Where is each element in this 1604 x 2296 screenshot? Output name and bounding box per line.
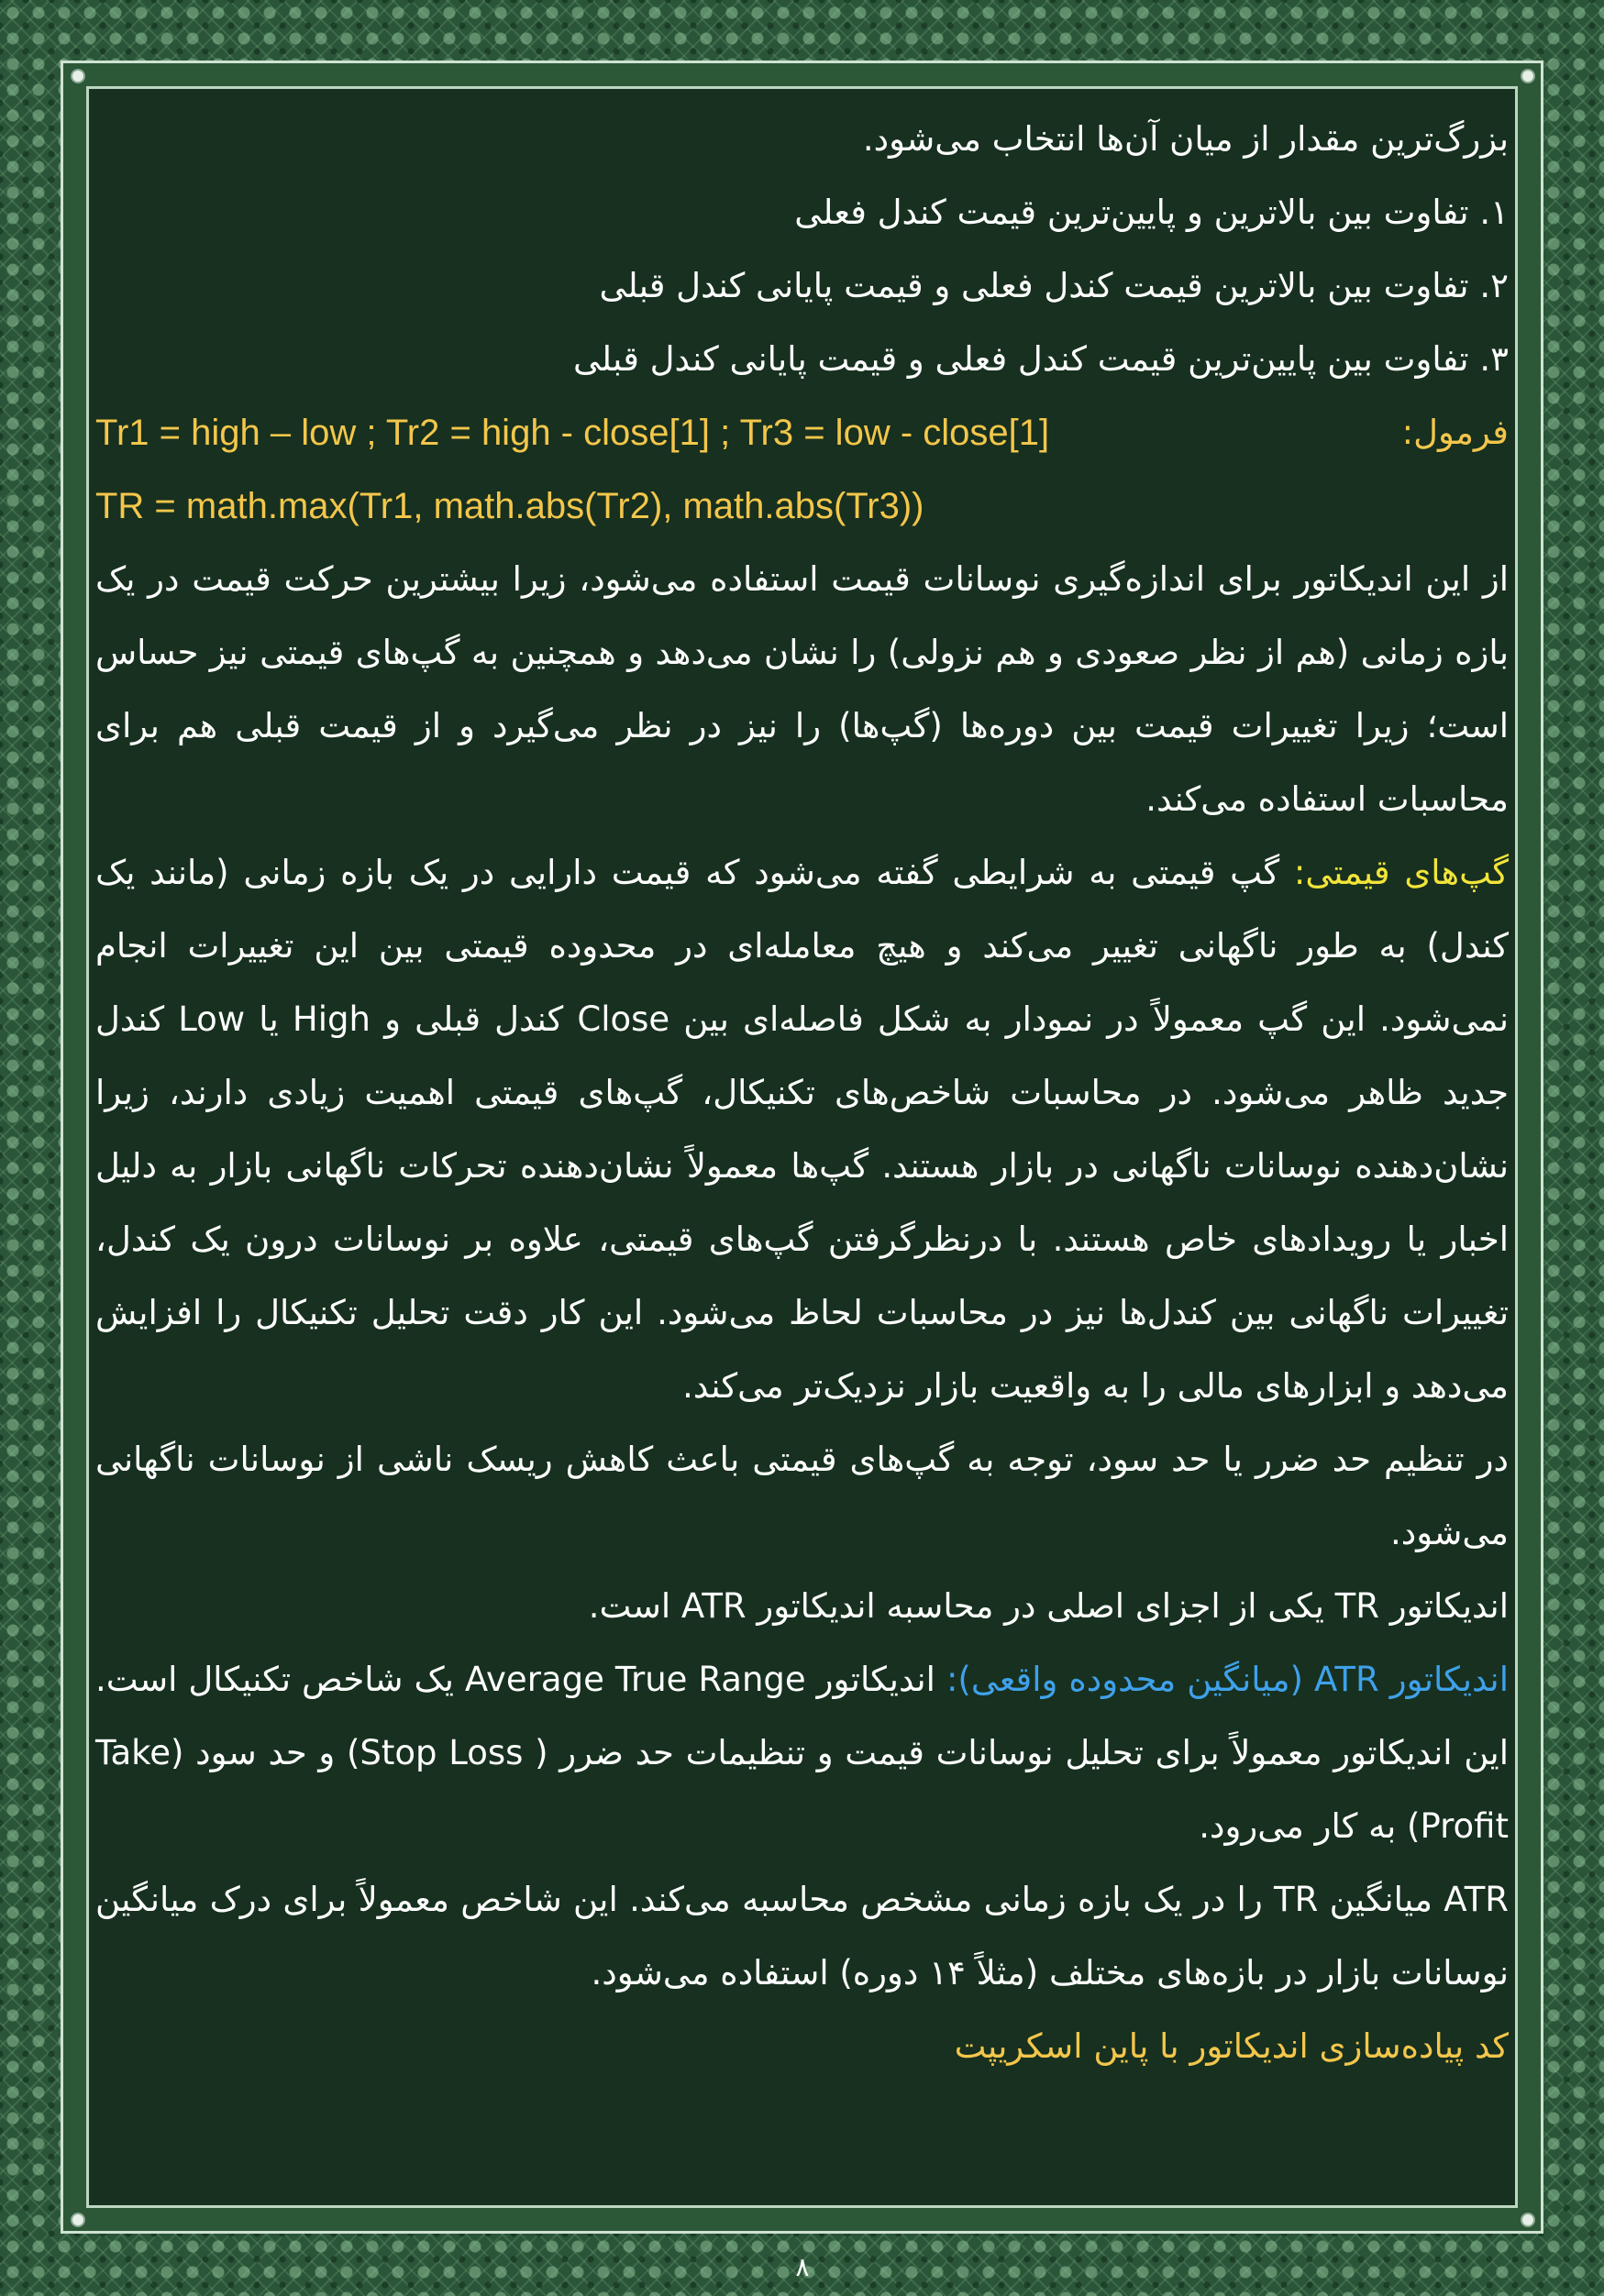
intro-line bbox=[95, 103, 1509, 176]
stoploss-paragraph: در تنظیم حد ضرر یا حد سود، توجه به گپ‌های قیمتی باعث کاهش ریسک ناشی از نوسانات ناگهانی می‌شود. bbox=[95, 1440, 1509, 1552]
corner-ornament-icon bbox=[1521, 69, 1535, 83]
atr-body: اندیکاتور Average True Range یک شاخص تکنیکال است. این اندیکاتور معمولاً برای تحلیل نوسانات قیمت و تنظیمات حد ضرر ( Stop Loss) و حد سود (Take Profit) به کار می‌رود. bbox=[95, 1660, 1509, 1846]
formula-line-1: Tr1 = high – low ; Tr2 = high - close[1] ; Tr3 = low - close[1] bbox=[95, 413, 1050, 453]
code-heading: کد پیاده‌سازی اندیکاتور با پاین اسکریپت bbox=[954, 2026, 1509, 2066]
atr-average-paragraph: ATR میانگین TR را در یک بازه زمانی مشخص محاسبه می‌کند. این شاخص معمولاً برای درک میانگین نوسانات بازار در بازه‌های مختلف (مثلاً ۱۴ دوره) استفاده می‌شود. bbox=[95, 1880, 1509, 1992]
usage-paragraph: از این اندیکاتور برای اندازه‌گیری نوسانات قیمت استفاده می‌شود، زیرا بیشترین حرکت قیمت در یک بازه زمانی (هم از نظر صعودی و هم نزولی) را نشان می‌دهد و همچنین به گپ‌های قیمتی نیز حساس است؛ زیرا تغییرات قیمت بین دوره‌ها (گپ‌ها) را نیز در نظر می‌گیرد و از قیمت قبلی هم برای محاسبات استفاده می‌کند. bbox=[95, 559, 1509, 819]
formula-label: فرمول: bbox=[1401, 413, 1509, 452]
list-item-text: ۱. تفاوت بین بالاترین و پایین‌ترین قیمت کندل فعلی bbox=[794, 193, 1509, 232]
gaps-heading: گپ‌های قیمتی: bbox=[1293, 853, 1510, 892]
formula-row bbox=[95, 396, 1509, 469]
list-item-3 bbox=[95, 323, 1509, 396]
intro-text: بزرگ‌ترین مقدار از میان آن‌ها انتخاب می‌شود. bbox=[862, 119, 1509, 159]
page-number: ۸ bbox=[795, 2252, 810, 2282]
corner-ornament-icon bbox=[1521, 2213, 1535, 2227]
list-item-2 bbox=[95, 249, 1509, 323]
gaps-paragraph bbox=[95, 836, 1509, 1423]
tr-part-paragraph: اندیکاتور TR یکی از اجزای اصلی در محاسبه اندیکاتور ATR است. bbox=[588, 1586, 1509, 1626]
list-item-1 bbox=[95, 176, 1509, 249]
atr-paragraph bbox=[95, 1643, 1509, 1863]
list-item-text: ۳. تفاوت بین پایین‌ترین قیمت کندل فعلی و قیمت پایانی کندل قبلی bbox=[572, 339, 1509, 379]
atr-heading: اندیکاتور ATR (میانگین محدوده واقعی): bbox=[946, 1660, 1509, 1699]
gaps-body: گپ قیمتی به شرایطی گفته می‌شود که قیمت دارایی در یک بازه زمانی (مانند یک کندل) به طور ناگهانی تغییر می‌کند و هیچ معامله‌ای در محدوده قیمتی بین این تغییرات انجام نمی‌شود. این گپ معمولاً در نمودار به شکل فاصله‌ای بین Close کندل قبلی و High یا Low کندل جدید ظاهر می‌شود. در محاسبات شاخص‌های تکنیکال، گپ‌های قیمتی اهمیت زیادی دارند، زیرا نشان‌دهنده نوسانات ناگهانی در بازار هستند. گپ‌ها معمولاً نشان‌دهنده تحرکات ناگهانی بازار به دلیل اخبار یا رویدادهای خاص هستند. با درنظرگرفتن گپ‌های قیمتی، علاوه بر نوسانات درون یک کندل، تغییرات ناگهانی بین کندل‌ها نیز در محاسبات لحاظ می‌شود. این کار دقت تحلیل تکنیکال را افزایش می‌دهد و ابزارهای مالی را به واقعیت بازار نزدیک‌تر می‌کند. bbox=[95, 853, 1509, 1406]
corner-ornament-icon bbox=[71, 2213, 85, 2227]
corner-ornament-icon bbox=[71, 69, 85, 83]
list-item-text: ۲. تفاوت بین بالاترین قیمت کندل فعلی و قیمت پایانی کندل قبلی bbox=[599, 266, 1509, 305]
formula-line-2: TR = math.max(Tr1, math.abs(Tr2), math.abs(Tr3)) bbox=[95, 486, 924, 526]
page-content bbox=[95, 103, 1509, 2083]
